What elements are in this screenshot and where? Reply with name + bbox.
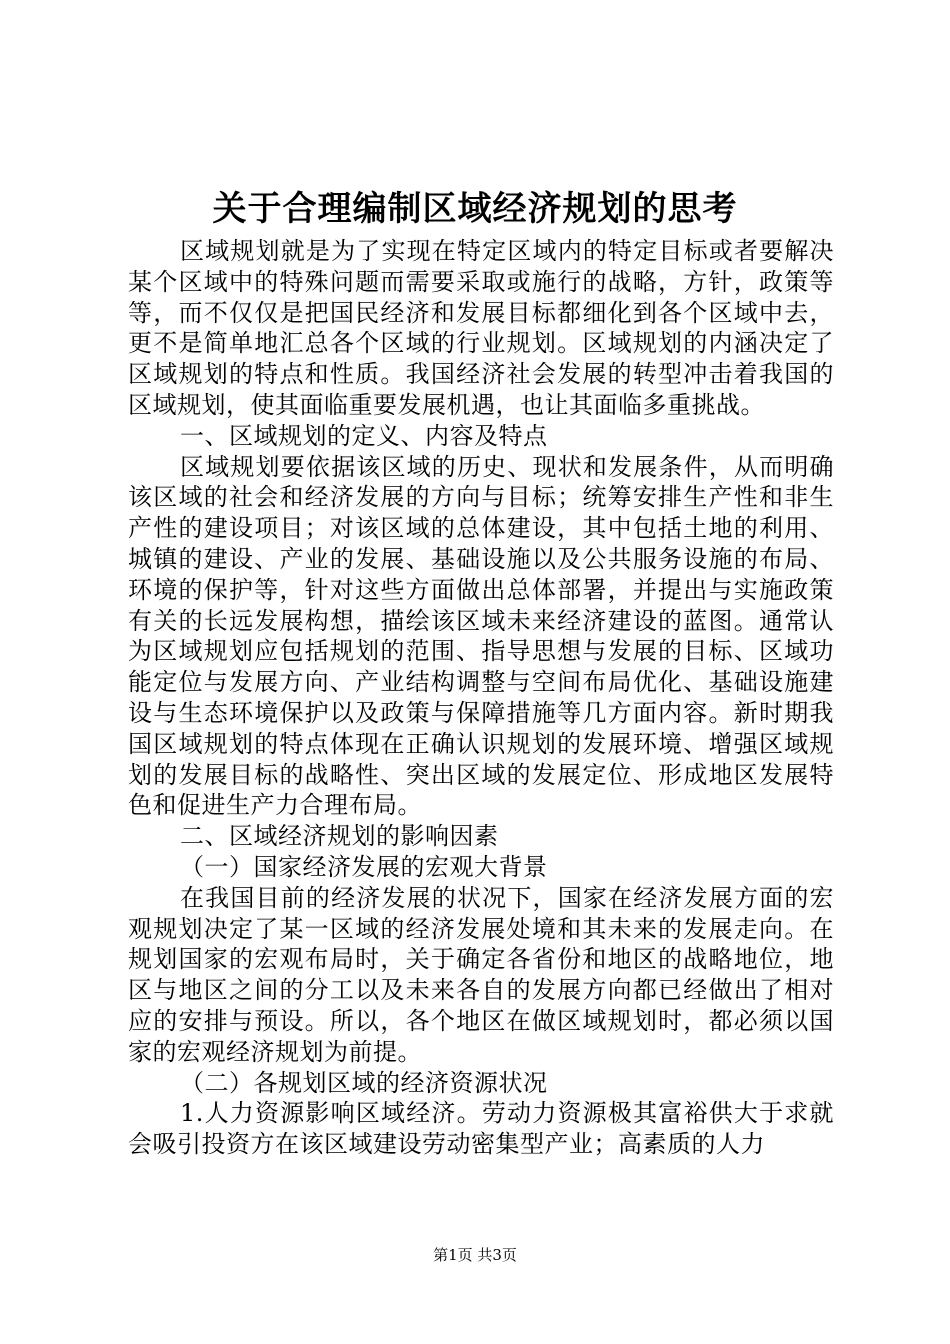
section-heading-1: 一、区域规划的定义、内容及特点 [180,421,548,450]
section-heading-2: 二、区域经济规划的影响因素 [180,822,499,851]
page-footer: 第1页 共3页 [433,1246,517,1264]
section-1-paragraph: 区域规划要依据该区域的历史、现状和发展条件，从而明确该区域的社会和经济发展的方向与目标；统筹安排生产性和非生产性的建设项目；对该区域的总体建设，其中包括土地的利用、城镇的建设、产业的发展、基础设施以及公共服务设施的布局、环境的保护等，针对这些方面做出总体部署，并提出与实施政策有关的长远发展构想，描绘该区域未来经济建设的蓝图。通常认为区域规划应包括规划的范围、指导思想与发展的目标、区域功能定位与发展方向、产业结构调整与空间布局优化、基础设施建设与生态环境保护以及政策与保障措施等几方面内容。新时期我国区域规划的特点体现在正确认识规划的发展环境、增强区域规划的发展目标的战略性、突出区域的发展定位、形成地区发展特色和促进生产力合理布局。 [128,452,834,820]
document-title: 关于合理编制区域经济规划的思考 [212,189,738,229]
subsection-2-paragraph: 1.人力资源影响区域经济。劳动力资源极其富裕供大于求就会吸引投资方在该区域建设劳动密集型产业；高素质的人力 [128,1099,834,1159]
subsection-heading-1: （一）国家经济发展的宏观大背景 [180,852,548,881]
intro-paragraph: 区域规划就是为了实现在特定区域内的特定目标或者要解决某个区域中的特殊问题而需要采取或施行的战略，方针，政策等等，而不仅仅是把国民经济和发展目标都细化到各个区域中去，更不是简单地汇总各个区域的行业规划。区域规划的内涵决定了区域规划的特点和性质。我国经济社会发展的转型冲击着我国的区域规划，使其面临重要发展机遇，也让其面临多重挑战。 [128,237,834,419]
document-body [128,236,834,1160]
subsection-heading-2: （二）各规划区域的经济资源状况 [180,1068,548,1097]
subsection-1-paragraph: 在我国目前的经济发展的状况下，国家在经济发展方面的宏观规划决定了某一区域的经济发展处境和其未来的发展走向。在规划国家的宏观布局时，关于确定各省份和地区的战略地位，地区与地区之间的分工以及未来各自的发展方向都已经做出了相对应的安排与预设。所以，各个地区在做区域规划时，都必须以国家的宏观经济规划为前提。 [128,883,834,1066]
